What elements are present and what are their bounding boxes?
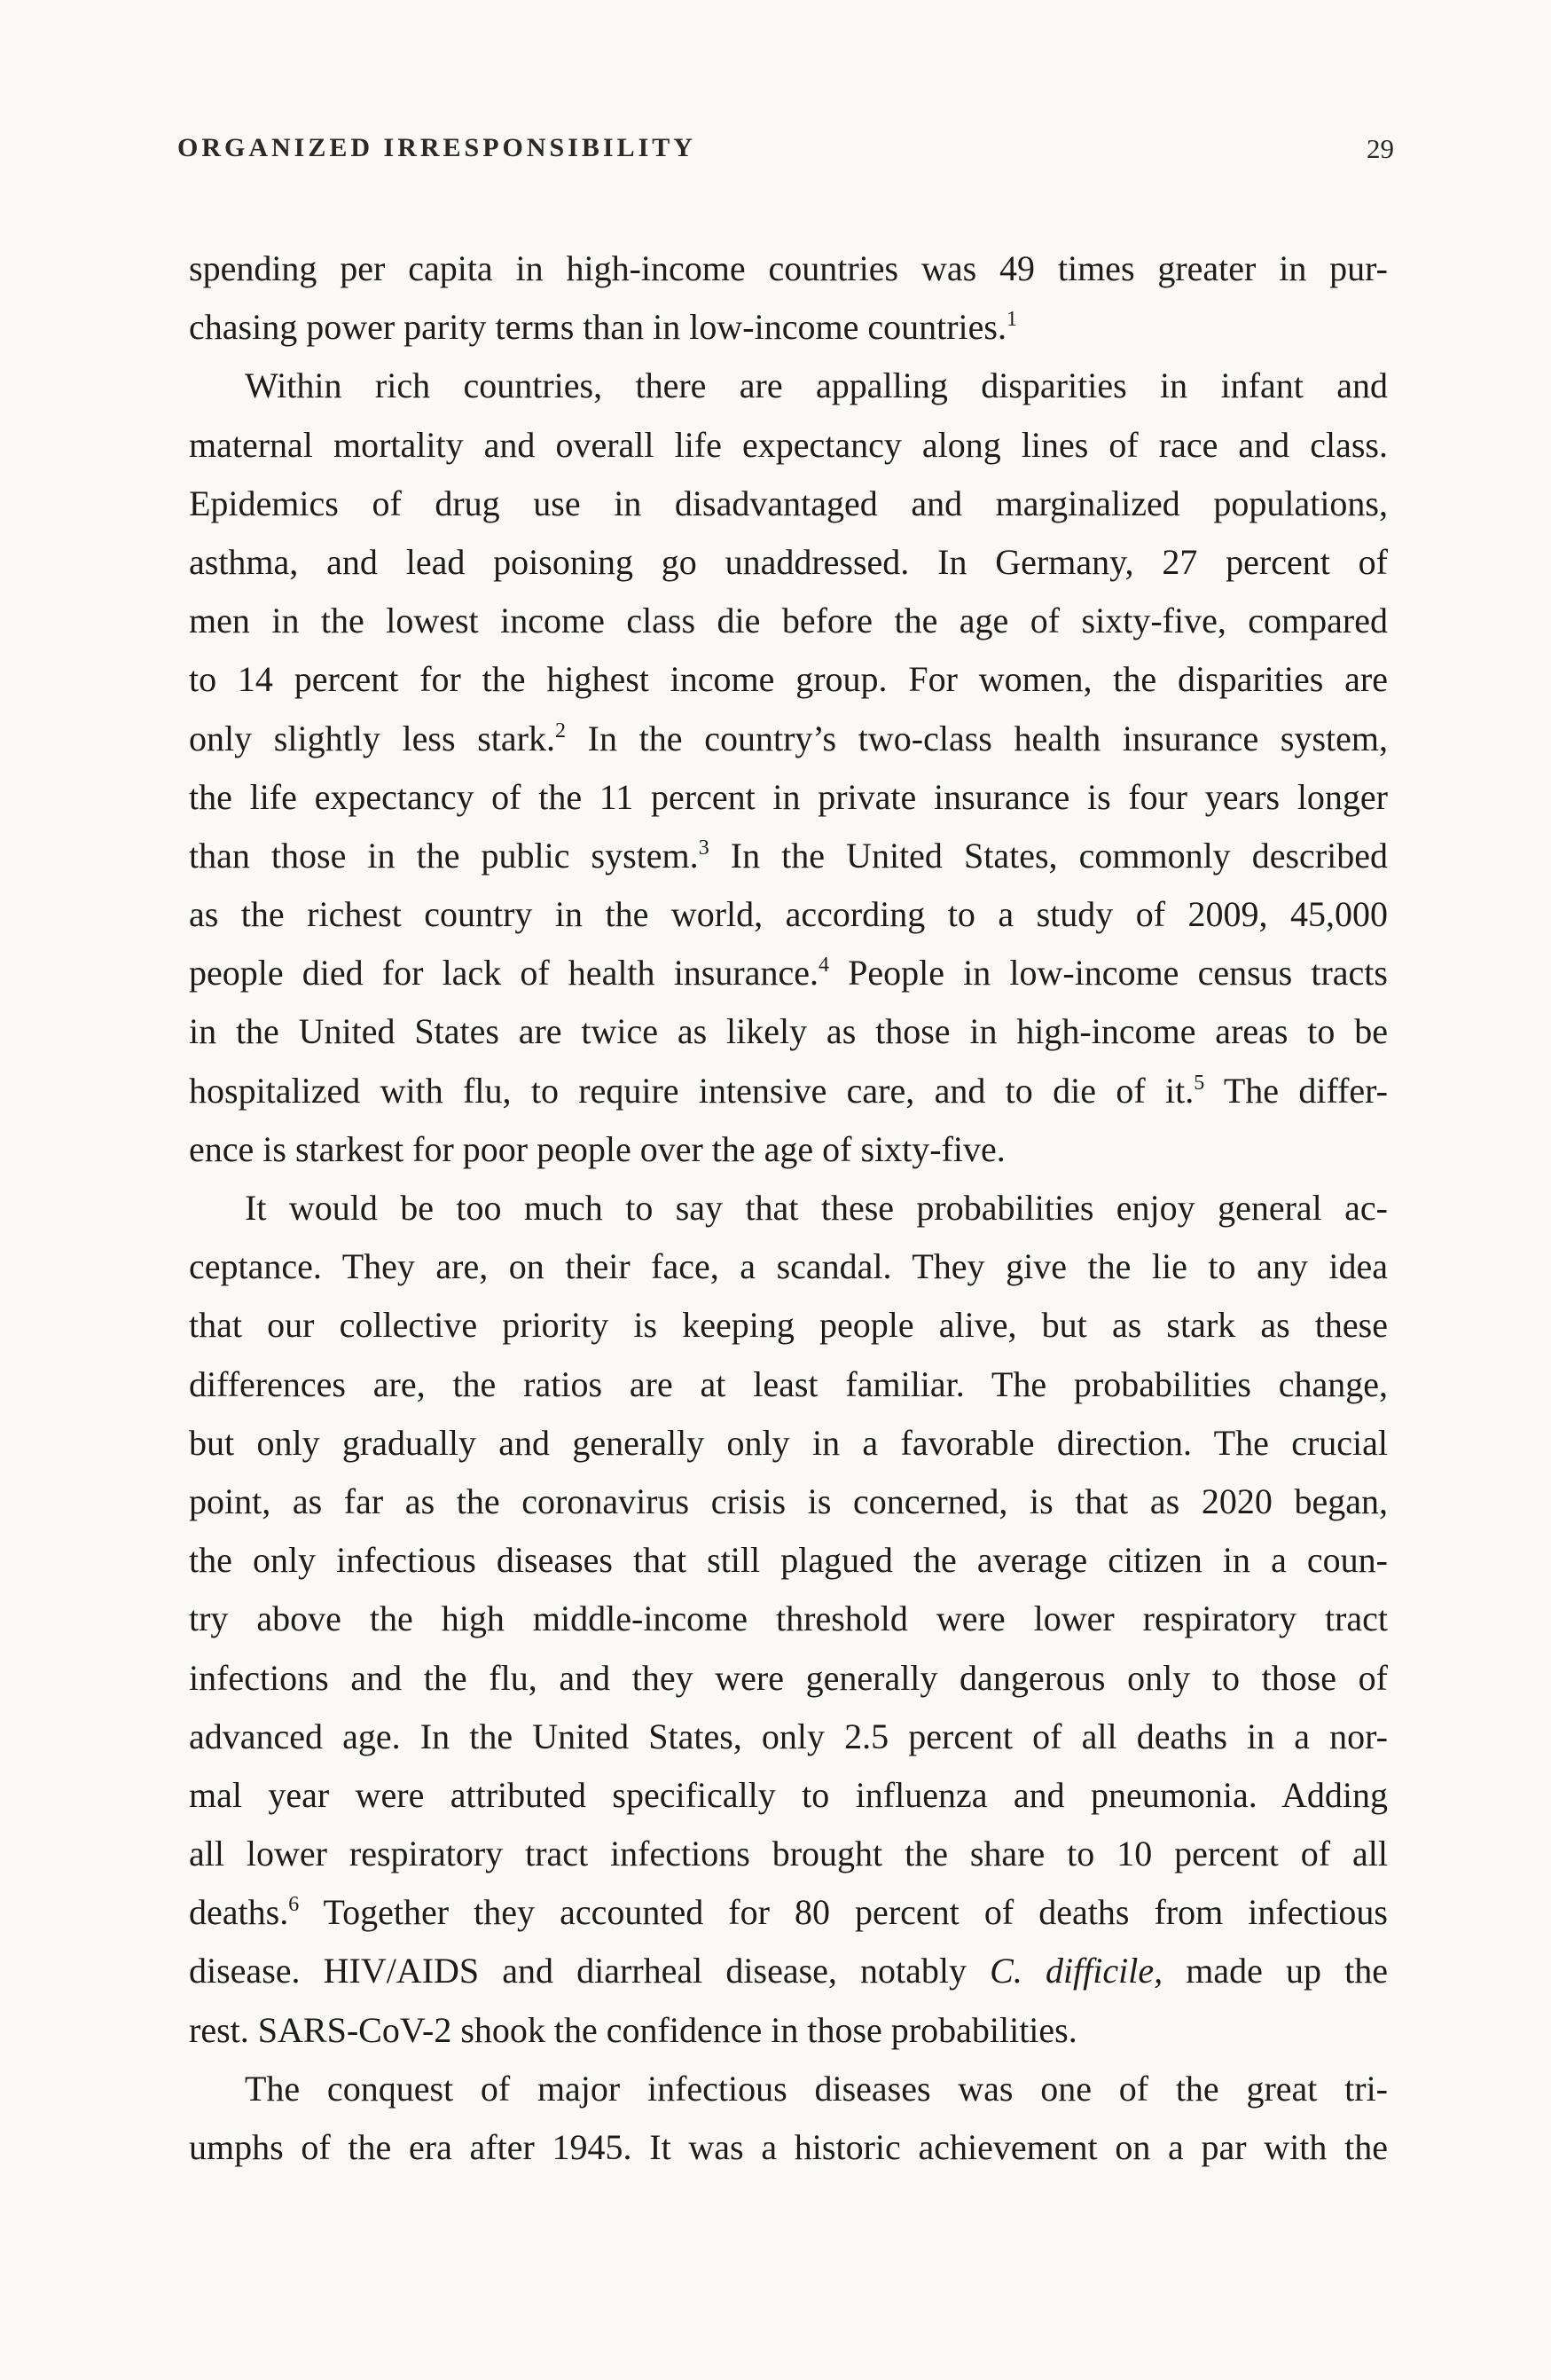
- text-line: [189, 944, 1388, 1002]
- text-line: [189, 1414, 1388, 1473]
- footnote-marker: 3: [698, 836, 709, 860]
- text-line: [189, 1766, 1388, 1825]
- text-line: [189, 2001, 1388, 2060]
- line-text: infections and the flu, and they were generally dangerous only to those of: [189, 1657, 1388, 1698]
- line-text: mal year were attributed specifically to influenza and pneumonia. Adding: [189, 1774, 1388, 1815]
- text-line: [189, 2118, 1388, 2177]
- line-text: men in the lowest income class die before the age of sixty-five, compared: [189, 601, 1388, 641]
- text-line: [189, 298, 1388, 357]
- text-line: [189, 1120, 1388, 1179]
- text-line: [189, 1531, 1388, 1590]
- text-line: [189, 1708, 1388, 1766]
- italic-term: C. difficile,: [990, 1951, 1163, 1991]
- text-line: [189, 710, 1388, 768]
- text-line: [189, 592, 1388, 650]
- text-line: [189, 1825, 1388, 1883]
- footnote-marker: 6: [288, 1893, 300, 1917]
- line-text: ence is starkest for poor people over the age of sixty-five.: [189, 1128, 1006, 1169]
- footnote-marker: 1: [1006, 308, 1017, 332]
- text-line: [189, 1942, 1388, 2000]
- line-text: made up the: [1163, 1951, 1388, 1991]
- line-text: than those in the public system.: [189, 835, 699, 876]
- text-line: [189, 1590, 1388, 1648]
- line-text: to 14 percent for the highest income group. For women, the disparities are: [189, 659, 1388, 700]
- line-text: in the United States are twice as likely as those in high-income areas to be: [189, 1011, 1388, 1052]
- text-line: [189, 827, 1388, 885]
- line-text: In the United States, commonly described: [709, 835, 1389, 876]
- text-line: [189, 240, 1388, 298]
- line-text: all lower respiratory tract infections brought the share to 10 percent of all: [189, 1834, 1388, 1874]
- page-number: 29: [1367, 133, 1394, 164]
- text-line: [189, 1002, 1388, 1061]
- line-text: chasing power parity terms than in low-income countries.: [189, 307, 1007, 348]
- line-text: disease. HIV/AIDS and diarrheal disease, notably: [189, 1951, 991, 1991]
- line-text: Together they accounted for 80 percent of deaths from infectious: [299, 1892, 1388, 1933]
- line-text: differences are, the ratios are at least familiar. The probabilities change,: [189, 1363, 1388, 1404]
- text-line: [189, 533, 1388, 592]
- running-header: [177, 133, 1394, 169]
- line-text: point, as far as the coronavirus crisis is concerned, is that as 2020 began,: [189, 1481, 1388, 1521]
- line-text: It would be too much to say that these probabilities enjoy general ac-: [245, 1188, 1388, 1228]
- text-line: [189, 885, 1388, 944]
- text-line: [189, 416, 1388, 475]
- text-line: [189, 1296, 1388, 1355]
- line-text: deaths.: [189, 1892, 289, 1933]
- line-text: spending per capita in high-income countries was 49 times greater in pur-: [189, 248, 1388, 288]
- line-text: asthma, and lead poisoning go unaddressed. In Germany, 27 percent of: [189, 541, 1388, 582]
- line-text: as the richest country in the world, according to a study of 2009, 45,000: [189, 894, 1388, 935]
- text-line: [189, 1649, 1388, 1708]
- text-line: [189, 1237, 1388, 1296]
- line-text: rest. SARS-CoV-2 shook the confidence in those probabilities.: [189, 2009, 1077, 2050]
- footnote-marker: 2: [554, 719, 566, 742]
- footnote-marker: 4: [818, 954, 829, 978]
- line-text: In the country’s two-class health insurance system,: [565, 718, 1388, 758]
- line-text: Within rich countries, there are appalling disparities in infant and: [245, 365, 1388, 406]
- line-text: but only gradually and generally only in a favorable direction. The crucial: [189, 1422, 1388, 1463]
- text-line: [189, 1062, 1388, 1120]
- footnote-marker: 5: [1194, 1071, 1205, 1095]
- text-line: [189, 357, 1388, 415]
- line-text: the life expectancy of the 11 percent in private insurance is four years longer: [189, 776, 1388, 817]
- text-line: [189, 1883, 1388, 1942]
- line-text: maternal mortality and overall life expectancy along lines of race and class.: [189, 424, 1388, 465]
- line-text: advanced age. In the United States, only 2.5 percent of all deaths in a nor-: [189, 1716, 1388, 1756]
- text-line: [189, 475, 1388, 533]
- text-line: [189, 768, 1388, 827]
- line-text: People in low-income census tracts: [828, 953, 1388, 994]
- text-line: [189, 1179, 1388, 1237]
- running-title: ORGANIZED IRRESPONSIBILITY: [177, 133, 696, 162]
- line-text: The differ-: [1204, 1070, 1389, 1111]
- line-text: the only infectious diseases that still plagued the average citizen in a coun-: [189, 1540, 1388, 1581]
- text-line: [189, 650, 1388, 709]
- text-line: [189, 1473, 1388, 1531]
- line-text: that our collective priority is keeping people alive, but as stark as these: [189, 1305, 1388, 1346]
- line-text: people died for lack of health insurance.: [189, 953, 819, 994]
- line-text: try above the high middle-income threshold were lower respiratory tract: [189, 1598, 1388, 1639]
- line-text: only slightly less stark.: [189, 718, 555, 758]
- text-line: [189, 2060, 1388, 2118]
- line-text: The conquest of major infectious diseases was one of the great tri-: [245, 2068, 1388, 2109]
- line-text: umphs of the era after 1945. It was a historic achievement on a par with the: [189, 2127, 1388, 2167]
- line-text: ceptance. They are, on their face, a scandal. They give the lie to any idea: [189, 1246, 1388, 1287]
- body-text: [189, 240, 1388, 2177]
- line-text: Epidemics of drug use in disadvantaged and marginalized populations,: [189, 483, 1388, 523]
- text-line: [189, 1355, 1388, 1414]
- line-text: hospitalized with flu, to require intensive care, and to die of it.: [189, 1070, 1195, 1111]
